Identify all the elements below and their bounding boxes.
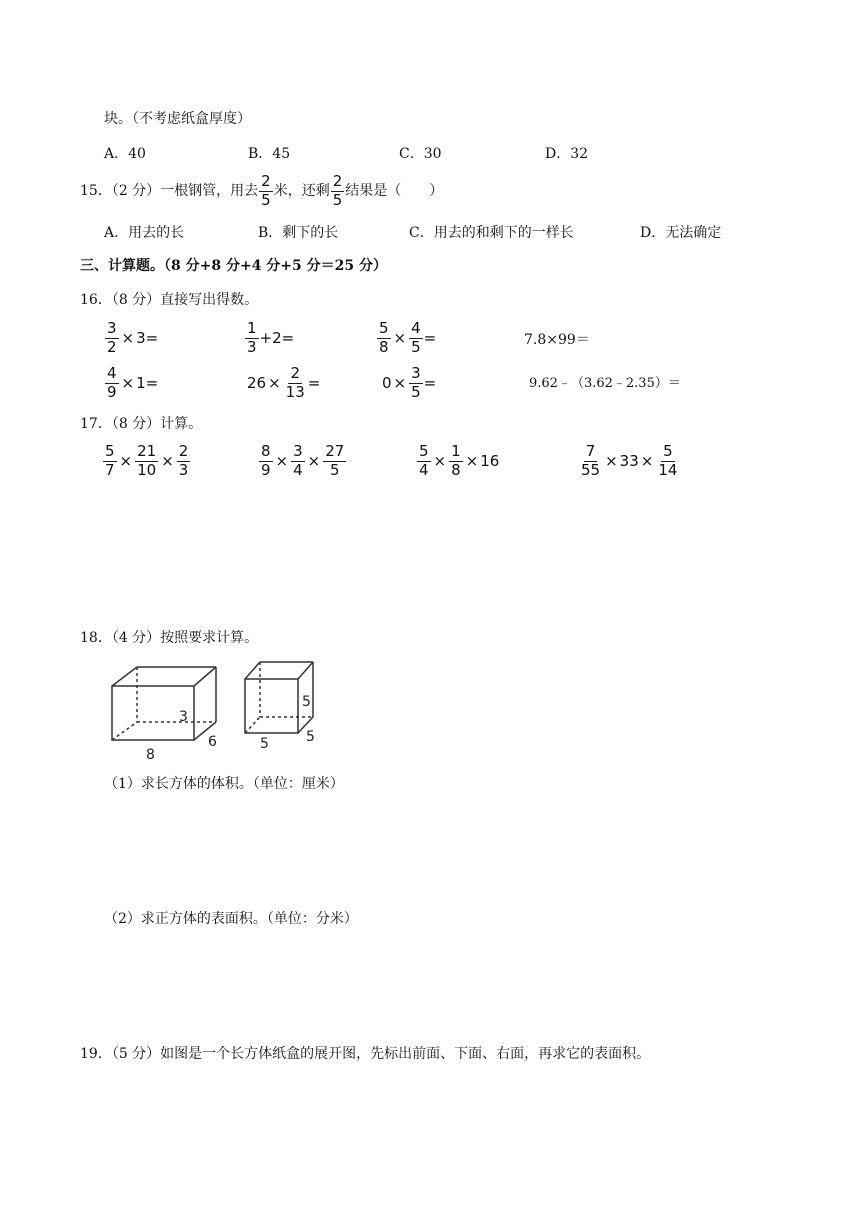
fraction [417,444,431,479]
q16-item-7 [382,366,436,401]
fraction [579,444,602,479]
operator: × [605,451,618,470]
operand: 2= [272,328,295,347]
fraction [449,444,463,479]
q16-item-1 [104,321,158,356]
denominator: 7 [105,460,115,479]
operand: 33 [619,451,639,470]
denominator: 4 [293,460,303,479]
denominator: 9 [107,382,117,401]
q15-stem [80,174,443,209]
operator: × [119,451,133,470]
numerator: 8 [261,442,271,460]
denominator: 13 [285,382,305,401]
section3-title: 三、计算题。（8 分+8 分+4 分+5 分＝25 分） [80,258,388,274]
denominator: 4 [419,460,429,479]
fraction [177,444,191,479]
numerator: 5 [105,442,115,460]
operator: × [393,328,407,347]
q16-item-2 [244,321,294,356]
operator: × [640,451,654,470]
q18-subquestion-1: （1）求长方体的体积。（单位：厘米） [104,776,344,792]
fraction [135,444,158,479]
cuboid-length-label: 8 [146,747,155,763]
fraction [105,366,119,401]
cube-length-label: 5 [260,736,269,752]
numerator: 1 [247,319,257,337]
operator: + [259,328,273,347]
q14-option-b: B．45 [248,146,291,162]
q15-option-a: A．用去的长 [104,225,185,241]
q15-frac1-den: 5 [261,190,271,209]
fraction [284,366,307,401]
q15-frac2-num: 2 [332,172,343,190]
fraction [377,321,391,356]
q16-title: 16．（8 分）直接写出得数。 [80,292,259,308]
numerator: 27 [325,442,345,460]
numerator: 2 [290,364,300,382]
fraction [245,321,259,356]
q15-option-b: B．剩下的长 [258,225,339,241]
q17-expr-1 [102,444,191,479]
fraction [259,444,273,479]
numerator: 1 [451,442,461,460]
operator: × [268,373,281,392]
denominator: 9 [261,460,271,479]
numerator: 2 [178,442,189,460]
fraction [291,444,305,479]
q17-expr-4 [578,444,680,479]
numerator: 3 [293,442,303,460]
q16-item-6 [247,366,320,401]
operator: × [307,451,321,470]
equals: = [423,328,437,347]
operator: × [121,373,135,392]
denominator: 10 [137,460,157,479]
q19-title: 19．（5 分）如图是一个长方体纸盒的展开图，先标出前面、下面、右面，再求它的表面积。 [80,1046,651,1062]
denominator: 3 [178,460,189,479]
cuboid-width-label: 6 [208,734,217,750]
cuboid-height-label: 3 [179,709,188,725]
denominator: 5 [411,337,421,356]
numerator: 21 [137,442,157,460]
numerator: 5 [663,442,673,460]
equals: = [423,373,437,392]
q18-subquestion-2: （2）求正方体的表面积。（单位：分米） [104,911,358,927]
cube-height-label: 5 [302,694,311,710]
q15-frac1-num: 2 [261,172,271,190]
numerator: 5 [419,442,429,460]
q16-item-8: 9.62﹣（3.62﹣2.35）＝ [529,376,681,391]
fraction [656,444,679,479]
q14-option-c: C．30 [399,146,442,162]
q16-item-5 [104,366,158,401]
fraction [323,444,346,479]
denominator: 2 [107,337,117,356]
numerator: 5 [379,319,389,337]
operand: 26 [247,373,267,392]
denominator: 5 [411,382,421,401]
q15-mid: 米，还剩 [273,183,330,200]
numerator: 4 [107,364,117,382]
q18-title: 18．（4 分）按照要求计算。 [80,630,259,646]
operand: 16 [480,451,500,470]
q17-expr-3 [416,444,499,479]
operator: × [465,451,479,470]
q15-fraction-used [259,174,273,209]
fraction [409,366,423,401]
operand: 1= [136,373,159,392]
numerator: 3 [411,364,421,382]
operator: × [393,373,407,392]
q15-option-c: C．用去的和剩下的一样长 [409,225,574,241]
q15-option-d: D．无法确定 [640,225,722,241]
q15-suffix: 结果是（ ） [345,183,444,200]
operator: × [433,451,447,470]
q17-expr-2 [258,444,347,479]
q14-option-d: D．32 [545,146,589,162]
q15-prefix: 15．（2 分）一根钢管，用去 [80,183,259,200]
fraction [103,444,117,479]
operator: × [121,328,135,347]
denominator: 14 [658,460,678,479]
q14-option-a: A．40 [104,146,146,162]
numerator: 3 [107,319,117,337]
cube-width-label: 5 [306,729,315,745]
denominator: 8 [379,337,389,356]
operator: × [161,451,174,470]
q14-tail: 块。（不考虑纸盒厚度） [104,111,251,127]
denominator: 55 [581,460,601,479]
numerator: 7 [585,442,596,460]
numerator: 4 [411,319,421,337]
fraction [409,321,423,356]
q16-item-4: 7.8×99＝ [524,332,590,348]
fraction [105,321,119,356]
cuboid-figure [112,667,216,740]
denominator: 8 [451,460,461,479]
q17-title: 17．（8 分）计算。 [80,416,203,432]
denominator: 5 [330,460,340,479]
q16-item-3 [376,321,436,356]
q15-fraction-left [331,174,345,209]
operator: × [275,451,289,470]
q15-frac2-den: 5 [332,190,343,209]
q18-figures [100,655,330,765]
operand: 0 [382,373,392,392]
denominator: 3 [247,337,257,356]
equals: = [307,373,321,392]
operand: 3= [136,328,159,347]
